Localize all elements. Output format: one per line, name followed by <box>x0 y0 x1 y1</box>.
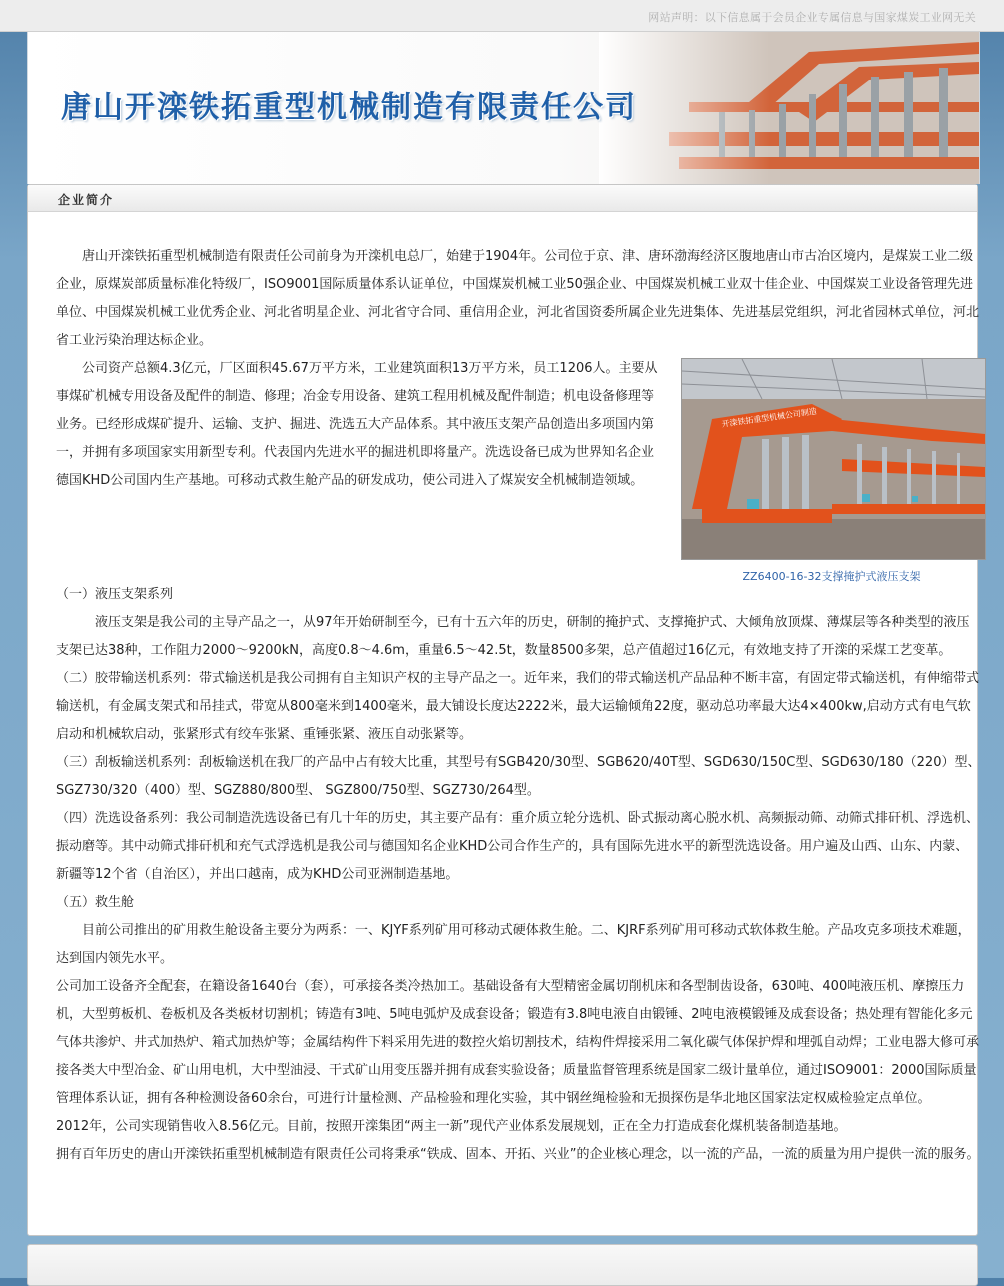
rescue-capsule-paragraph: 目前公司推出的矿用救生舱设备主要分为两系：一、KJYF系列矿用可移动式硬体救生舱。二、KJRF系列矿用可移动式软体救生舱。产品攻克多项技术难题，达到国内领先水平。 <box>56 923 971 966</box>
company-profile-panel <box>27 184 981 1236</box>
section-title: 企业简介 <box>58 193 115 207</box>
photo-sign-text: 开滦铁拓重型机械公司制造 <box>721 406 818 429</box>
hydraulic-series-heading: （一）液压支架系列 <box>56 587 174 602</box>
company-banner <box>27 32 980 184</box>
intro-paragraph: 唐山开滦铁拓重型机械制造有限责任公司前身为开滦机电总厂，始建于1904年。公司位于京、津、唐环渤海经济区腹地唐山市古冶区境内，是煤炭工业二级企业，原煤炭部质量标准化特级厂，ISO9001国际质量体系认证单位，中国煤炭机械工业50强企业、中国煤炭机械工业双十佳企业、中国煤炭工业设备管理先进单位、中国煤炭机械工业优秀企业、河北省明星企业、河北省守合同、重信用企业，河北省国资委所属企业先进集体、先进基层党组织，河北省园林式单位，河北省工业污染治理达标企业。 <box>56 249 980 348</box>
top-bar <box>0 0 1004 32</box>
scraper-conveyor-paragraph: （三）刮板输送机系列：刮板输送机在我厂的产品中占有较大比重，其型号有SGB420/30型、SGB620/40T型、SGD630/150C型、SGD630/180（220）型、SGZ730/320（400）型、SGZ880/800型、 SGZ800/750型、SGZ730/264型。 <box>56 755 981 798</box>
sales-paragraph: 2012年，公司实现销售收入8.56亿元。目前，按照开滦集团“两主一新”现代产业体系发展规划，正在全力打造成套化煤机装备制造基地。 <box>56 1119 847 1134</box>
panel-header <box>28 185 977 212</box>
closing-paragraph: 拥有百年历史的唐山开滦铁拓重型机械制造有限责任公司将秉承“铁成、固本、开拓、兴业”的企业核心理念，以一流的产品，一流的质量为用户提供一流的服务。 <box>56 1147 980 1162</box>
hydraulic-support-photo <box>681 358 986 560</box>
profile-content <box>56 243 981 1169</box>
belt-conveyor-paragraph: （二）胶带输送机系列：带式输送机是我公司拥有自主知识产权的主导产品之一。近年来，我们的带式输送机产品品种不断丰富，有固定带式输送机，有伸缩带式输送机，有金属支架式和吊挂式，带宽从800毫米到1400毫米，最大铺设长度达2222米，最大运输倾角22度，驱动总功率最大达4×400kw,启动方式有电气软启动和机械软启动，张紧形式有绞车张紧、重锤张紧、液压自动张紧等。 <box>56 671 980 742</box>
hydraulic-series-paragraph: 液压支架是我公司的主导产品之一，从97年开始研制至今，已有十五六年的历史，研制的掩护式、支撑掩护式、大倾角放顶煤、薄煤层等各种类型的液压支架已达38种，工作阻力2000～9200kN，高度0.8～4.6m，重量6.5～42.5t，数量8500多架，总产值超过16亿元，有效地支持了开滦的采煤工艺变革。 <box>56 615 970 658</box>
product-figure <box>681 358 986 585</box>
rescue-capsule-heading: （五）救生舱 <box>56 895 135 910</box>
photo-caption: ZZ6400-16-32支撑掩护式液压支架 <box>742 570 921 583</box>
hydraulic-support-banner-image <box>599 32 979 184</box>
footer-panel <box>27 1244 978 1286</box>
washing-equipment-paragraph: （四）洗选设备系列：我公司制造洗选设备已有几十年的历史，其主要产品有：重介质立轮分选机、卧式振动离心脱水机、高频振动筛、动筛式排矸机、浮选机、振动磨等。其中动筛式排矸机和充气式浮选机是我公司与德国知名企业KHD公司合作生产的，具有国际先进水平的新型洗选设备。用户遍及山西、山东、内蒙、新疆等12个省（自治区），并出口越南，成为KHD公司亚洲制造基地。 <box>56 811 980 882</box>
equipment-paragraph: 公司加工设备齐全配套，在籍设备1640台（套），可承接各类冷热加工。基础设备有大型精密金属切削机床和各型制齿设备，630吨、400吨液压机、摩擦压力机，大型剪板机、卷板机及各类板材切割机；铸造有3吨、5吨电弧炉及成套设备；锻造有3.8吨电液自由锻锤、2吨电液模锻锤及成套设备；热处理有智能化多元气体共渗炉、井式加热炉、箱式加热炉等；金属结构件下料采用先进的数控火焰切割技术，结构件焊接采用二氧化碳气体保护焊和埋弧自动焊；工业电器大修可承接各类大中型冶金、矿山用电机，大中型油浸、干式矿山用变压器并拥有成套实验设备；质量监督管理系统是国家二级计量单位，通过ISO9001：2000国际质量管理体系认证，拥有各种检测设备60余台，可进行计量检测、产品检验和理化实验，其中钢丝绳检验和无损探伤是华北地区国家法定权威检验定点单位。 <box>56 979 980 1106</box>
company-name: 唐山开滦铁拓重型机械制造有限责任公司 <box>61 90 637 125</box>
site-disclaimer: 网站声明：以下信息属于会员企业专属信息与国家煤炭工业网无关 <box>648 11 976 24</box>
assets-paragraph: 公司资产总额4.3亿元，厂区面积45.67万平方米，工业建筑面积13万平方米，员工1206人。主要从事煤矿机械专用设备及配件的制造、修理；冶金专用设备、建筑工程用机械及配件制造；机电设备修理等业务。已经形成煤矿提升、运输、支护、掘进、洗选五大产品体系。其中液压支架产品创造出多项国内第一，并拥有多项国家实用新型专利。代表国内先进水平的掘进机即将量产。洗选设备已成为世界知名企业德国KHD公司国内生产基地。可移动式救生舱产品的研发成功，使公司进入了煤炭安全机械制造领域。 <box>56 361 658 488</box>
